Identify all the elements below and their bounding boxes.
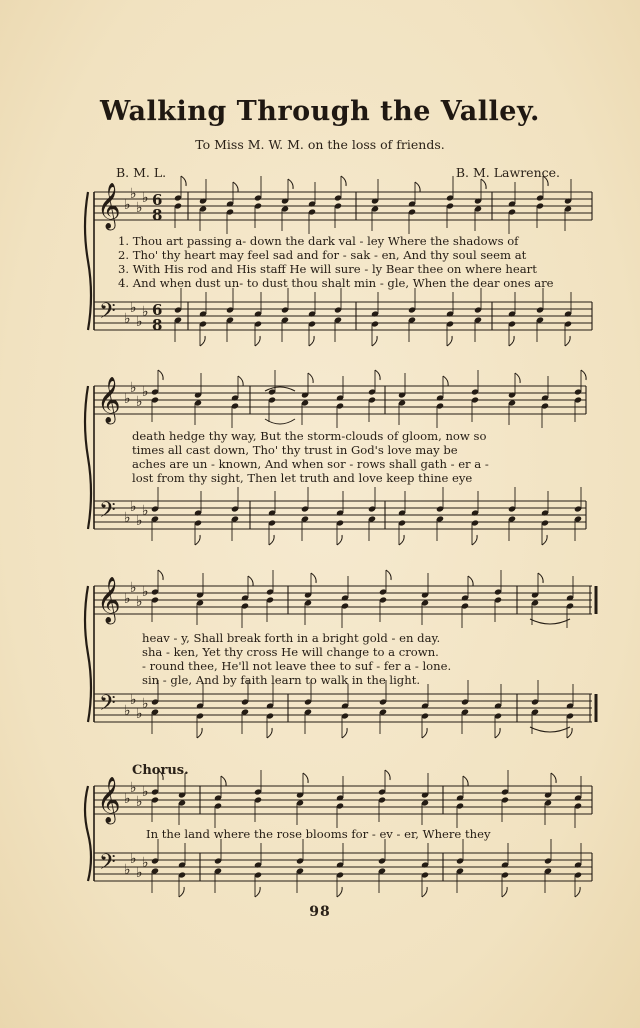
system1-chord-bass-flag: [447, 336, 452, 346]
chorus-treble-key-flat: ♭: [124, 791, 131, 807]
system3-chord-bass-flag: [267, 728, 272, 738]
lyric-s1-v3: 3. With His rod and His staff He will sure - ly Bear thee on where heart: [118, 262, 537, 276]
system3-chord-bass-flag: [197, 728, 202, 738]
chorus-bass-key-flat: ♭: [124, 862, 131, 878]
system2-treble-key-flat: ♭: [124, 391, 131, 407]
lyric-s2-v2: times all cast down, Tho' thy trust in God's love may be: [132, 443, 458, 457]
chorus-chord-flag: [463, 776, 468, 786]
system2-chord-flag: [581, 370, 586, 380]
lyric-s2-v3: aches are un - known, And when sor - rows shall gath - er a -: [132, 457, 489, 471]
system1-bass-key-flat: ♭: [142, 304, 149, 320]
system1-chord-flag: [543, 176, 548, 186]
system3-chord-flag: [386, 570, 391, 580]
chorus-bass-key-flat: ♭: [130, 851, 137, 867]
chorus-bass-clef: 𝄢: [99, 850, 116, 880]
system1-chord-bass-flag: [372, 336, 377, 346]
system1-chord-flag: [341, 176, 346, 186]
system1-chord-bass-flag: [255, 336, 260, 346]
system1-treble-clef: 𝄞: [97, 183, 121, 229]
system1-treble-time: 8: [152, 206, 163, 224]
system2-tie-top: [265, 387, 295, 391]
system3-chord-flag: [468, 576, 473, 586]
system1-chord-flag: [288, 179, 293, 189]
system1-bass-key-flat: ♭: [124, 311, 131, 327]
system1-chord-flag: [481, 179, 486, 189]
system3-chord-flag: [311, 573, 316, 583]
system2-bass-key-flat: ♭: [124, 510, 131, 526]
system1-bass-key-flat: ♭: [130, 300, 137, 316]
system2-bass-key-flat: ♭: [130, 499, 137, 515]
system2-chord-bass-flag: [269, 535, 274, 545]
system3-treble-key-flat: ♭: [136, 594, 143, 610]
system2-chord-bass-flag: [399, 535, 404, 545]
chorus-chord-bass-flag: [502, 887, 507, 897]
system2-treble-key-flat: ♭: [142, 384, 149, 400]
lyric-chorus-1: In the land where the rose blooms for - ev - er, Where they: [146, 827, 491, 841]
system2-brace: [85, 386, 91, 529]
chorus-chord-flag: [303, 773, 308, 783]
system1-bass-time: 8: [152, 316, 163, 334]
system3-treble-clef: 𝄞: [97, 577, 121, 623]
system3-tie: [530, 619, 570, 624]
system1-treble-key-flat: ♭: [124, 197, 131, 213]
dedication: To Miss M. W. M. on the loss of friends.: [195, 137, 445, 152]
system1-treble-key-flat: ♭: [142, 190, 149, 206]
chorus-treble-key-flat: ♭: [136, 794, 143, 810]
system2-treble-key-flat: ♭: [136, 394, 143, 410]
system1-chord-flag: [181, 176, 186, 186]
system1-chord-bass-flag: [309, 336, 314, 346]
lyric-s2-v1: death hedge thy way, But the storm-clouds of gloom, now so: [132, 429, 487, 443]
lyric-s3-v4: sin - gle, And by faith learn to walk in the light.: [142, 673, 421, 687]
chorus-brace: [85, 786, 91, 881]
system1-treble-key-flat: ♭: [130, 186, 137, 202]
system3-treble-key-flat: ♭: [142, 584, 149, 600]
system3-treble-key-flat: ♭: [130, 580, 137, 596]
system1-chord-bass-flag: [200, 336, 205, 346]
system3-chord-flag: [538, 573, 543, 583]
system1-bass-clef: 𝄢: [99, 299, 116, 329]
system3-bass-key-flat: ♭: [142, 696, 149, 712]
lyric-s2-v4: lost from thy sight, Then let truth and love keep thine eye: [132, 471, 473, 485]
system2-treble-key-flat: ♭: [130, 380, 137, 396]
system2-chord-flag: [158, 370, 163, 380]
system1-treble-time: 6: [152, 191, 163, 209]
chorus-treble-key-flat: ♭: [130, 780, 137, 796]
system2-tie: [265, 419, 295, 424]
system3-chord-bass-flag: [567, 728, 572, 738]
lyric-s1-v2: 2. Tho' thy heart may feel sad and for - sak - en, And thy soul seem at: [118, 248, 527, 262]
lyricist-credit: B. M. L.: [116, 165, 167, 180]
system1-chord-bass-flag: [565, 336, 570, 346]
system2-bass-clef: 𝄢: [99, 498, 116, 528]
chorus-chord-bass-flag: [337, 887, 342, 897]
system2-chord-bass-flag: [472, 535, 477, 545]
system3-chord-bass-flag: [342, 728, 347, 738]
system3-chord-bass-flag: [495, 728, 500, 738]
system2-bass-key-flat: ♭: [142, 503, 149, 519]
system3-chord-flag: [248, 576, 253, 586]
page-number: 98: [309, 904, 331, 920]
system2-chord-bass-flag: [195, 535, 200, 545]
system3-chord-flag: [158, 570, 163, 580]
system1-bass-key-flat: ♭: [136, 314, 143, 330]
system2-chord-flag: [515, 373, 520, 383]
system2-treble-clef: 𝄞: [97, 377, 121, 423]
system3-tie-bass: [530, 727, 570, 732]
system2-chord-flag: [238, 376, 243, 386]
system1-bass-time: 6: [152, 301, 163, 319]
chorus-chord-flag: [221, 776, 226, 786]
chorus-chord-bass-flag: [179, 887, 184, 897]
system1-chord-bass-flag: [509, 336, 514, 346]
system1-chord-flag: [233, 182, 238, 192]
lyric-s3-v2: sha - ken, Yet thy cross He will change to a crown.: [142, 645, 439, 659]
chorus-treble-key-flat: ♭: [142, 784, 149, 800]
hymn-title: Walking Through the Valley.: [100, 96, 540, 127]
system1-brace: [85, 192, 91, 330]
system3-treble-key-flat: ♭: [124, 591, 131, 607]
system3-bass-key-flat: ♭: [130, 692, 137, 708]
chorus-chord-flag: [385, 770, 390, 780]
lyric-s3-v3: - round thee, He'll not leave thee to suf - fer a - lone.: [142, 659, 452, 673]
system3-bass-key-flat: ♭: [124, 703, 131, 719]
lyric-s3-v1: heav - y, Shall break forth in a bright gold - en day.: [142, 631, 441, 645]
chorus-chord-bass-flag: [575, 887, 580, 897]
system2-chord-bass-flag: [542, 535, 547, 545]
system1-treble-key-flat: ♭: [136, 200, 143, 216]
system2-chord-bass-flag: [337, 535, 342, 545]
chorus-chord-flag: [551, 773, 556, 783]
system2-bass-key-flat: ♭: [136, 513, 143, 529]
composer-credit: B. M. Lawrence.: [455, 165, 560, 180]
chorus-bass-key-flat: ♭: [136, 865, 143, 881]
chorus-label: Chorus.: [132, 763, 189, 778]
chorus-bass-key-flat: ♭: [142, 855, 149, 871]
system2-chord-flag: [375, 370, 380, 380]
system3-bass-key-flat: ♭: [136, 706, 143, 722]
system3-chord-bass-flag: [422, 728, 427, 738]
system1-chord-flag: [415, 182, 420, 192]
lyric-s1-v4: 4. And when dust un- to dust thou shalt min - gle, When the dear ones are: [118, 276, 554, 290]
system2-chord-flag: [308, 373, 313, 383]
system3-brace: [85, 586, 91, 722]
lyric-s1-v1: 1. Thou art passing a- down the dark val - ley Where the shadows of: [118, 234, 519, 248]
chorus-chord-bass-flag: [255, 887, 260, 897]
chorus-chord-bass-flag: [422, 887, 427, 897]
system3-bass-clef: 𝄢: [99, 691, 116, 721]
system2-chord-flag: [443, 376, 448, 386]
chorus-treble-clef: 𝄞: [97, 777, 121, 823]
